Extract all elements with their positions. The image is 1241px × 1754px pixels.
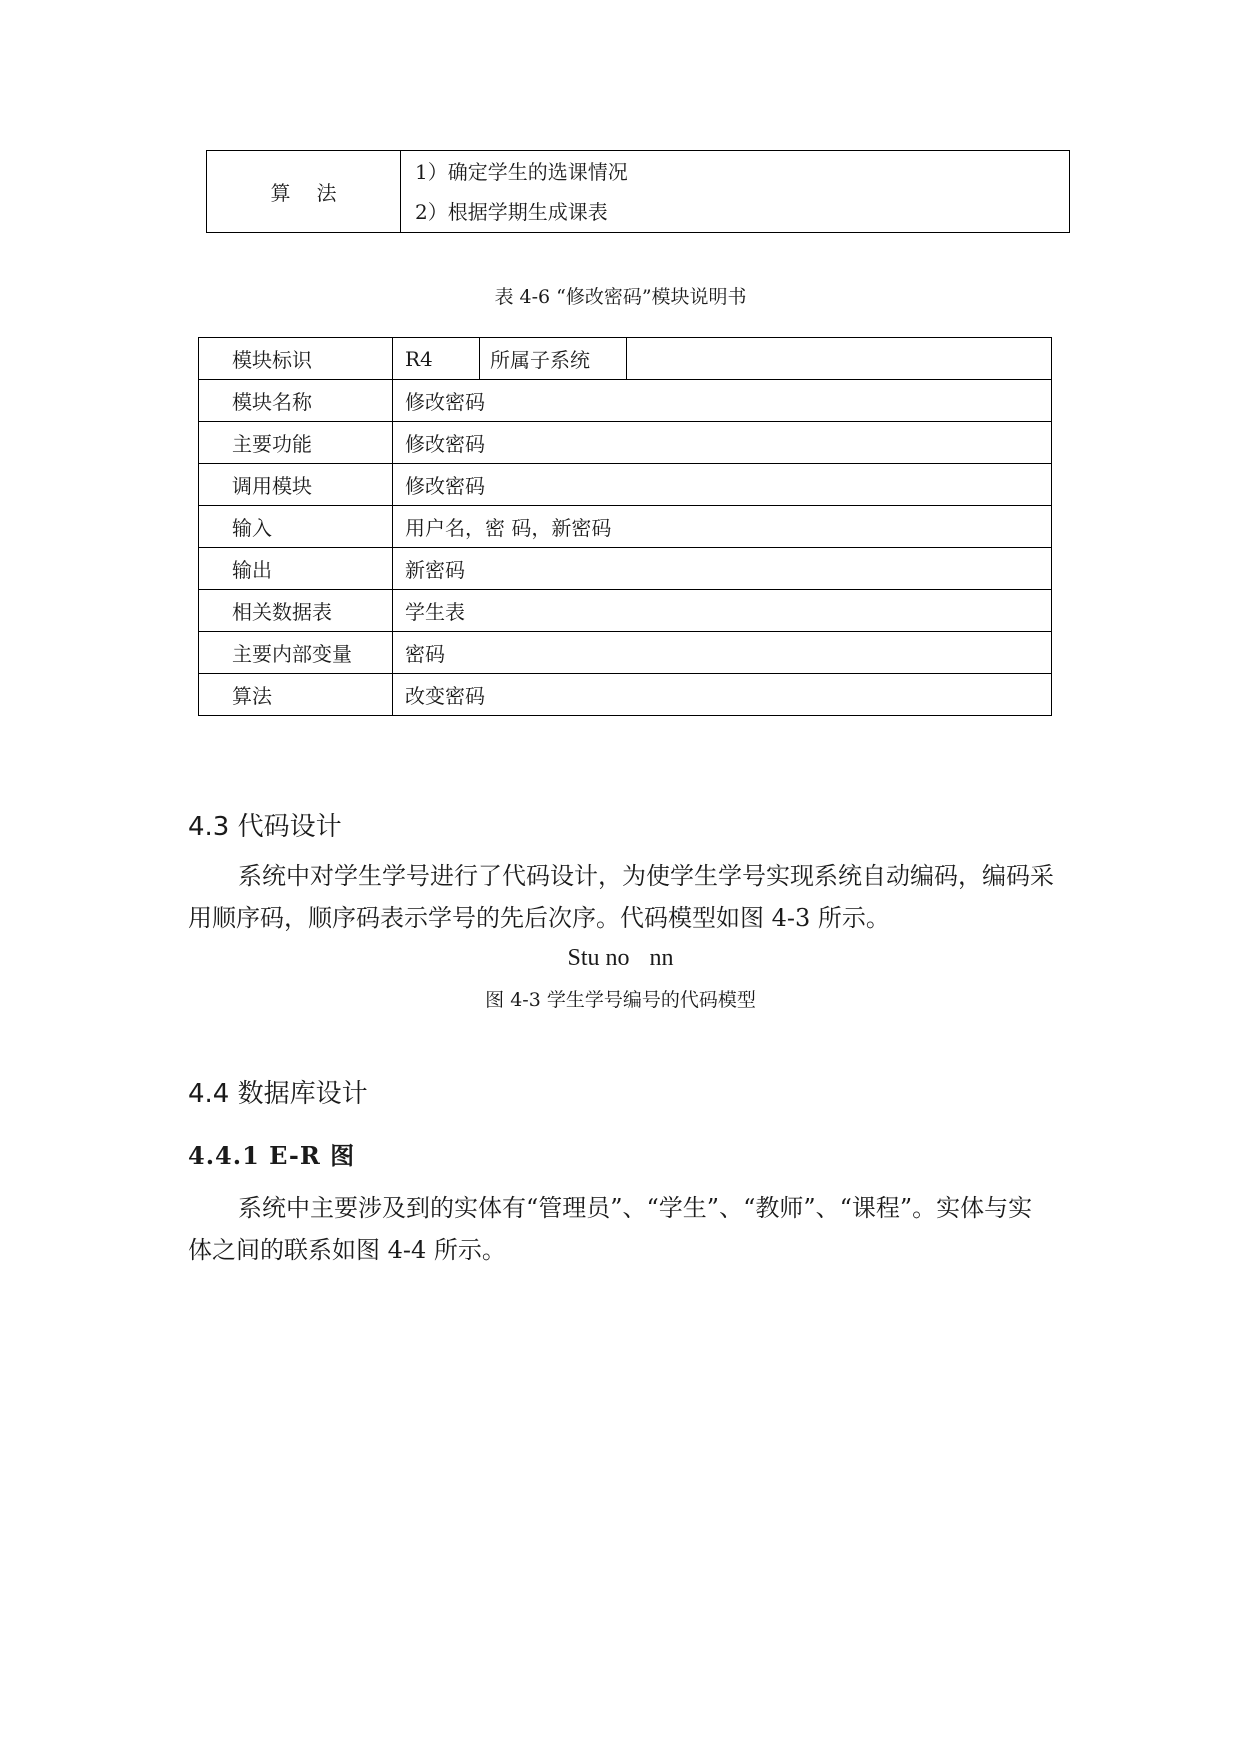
table-row (199, 590, 1052, 632)
module-id-value: R4 (393, 338, 480, 380)
row-key: 输出 (199, 548, 393, 590)
section-heading-4-4: 4.4 数据库设计 (188, 1079, 368, 1109)
row-value: 修改密码 (393, 380, 1052, 422)
table-row (199, 422, 1052, 464)
algorithm-content (401, 151, 1070, 233)
row-value: 新密码 (393, 548, 1052, 590)
algorithm-row (207, 151, 1070, 233)
algorithm-table (206, 150, 1070, 233)
row-value: 修改密码 (393, 422, 1052, 464)
table-row (199, 548, 1052, 590)
algorithm-step-1: 1）确定学生的选课情况 (415, 159, 628, 184)
code-model-suffix: nn (649, 945, 674, 971)
table-row (199, 674, 1052, 716)
table-row (199, 506, 1052, 548)
algorithm-step-2: 2）根据学期生成课表 (415, 199, 608, 224)
subsystem-label: 所属子系统 (480, 338, 627, 380)
code-model (0, 945, 1241, 972)
figure-caption: 图 4-3 学生学号编号的代码模型 (485, 989, 756, 1011)
table-caption: 表 4-6 “修改密码”模块说明书 (494, 286, 747, 308)
row-key: 主要功能 (199, 422, 393, 464)
table-row (199, 338, 1052, 380)
row-key: 调用模块 (199, 464, 393, 506)
subsystem-value (627, 338, 1052, 380)
module-spec-table (198, 337, 1052, 716)
row-value: 学生表 (393, 590, 1052, 632)
subsection-heading-4-4-1: 4.4.1 E-R 图 (188, 1141, 356, 1170)
section-4-3-paragraph: 系统中对学生学号进行了代码设计，为使学生学号实现系统自动编码，编码采用顺序码，顺序码表示学号的先后次序。代码模型如图 4-3 所示。 (188, 862, 1054, 932)
row-key: 算法 (199, 674, 393, 716)
row-key: 主要内部变量 (199, 632, 393, 674)
section-heading-4-3: 4.3 代码设计 (188, 812, 342, 842)
row-value: 用户名，密 码，新密码 (393, 506, 1052, 548)
table-row (199, 380, 1052, 422)
row-value: 改变密码 (393, 674, 1052, 716)
row-key: 模块名称 (199, 380, 393, 422)
section-4-4-paragraph: 系统中主要涉及到的实体有“管理员”、“学生”、“教师”、“课程”。实体与实体之间的联系如图 4-4 所示。 (188, 1194, 1033, 1264)
row-key: 相关数据表 (199, 590, 393, 632)
table-row (199, 464, 1052, 506)
module-id-label: 模块标识 (199, 338, 393, 380)
row-value: 密码 (393, 632, 1052, 674)
code-model-prefix: Stu no (567, 945, 630, 971)
row-value: 修改密码 (393, 464, 1052, 506)
table-row (199, 632, 1052, 674)
algorithm-label: 算法 (207, 151, 401, 233)
row-key: 输入 (199, 506, 393, 548)
